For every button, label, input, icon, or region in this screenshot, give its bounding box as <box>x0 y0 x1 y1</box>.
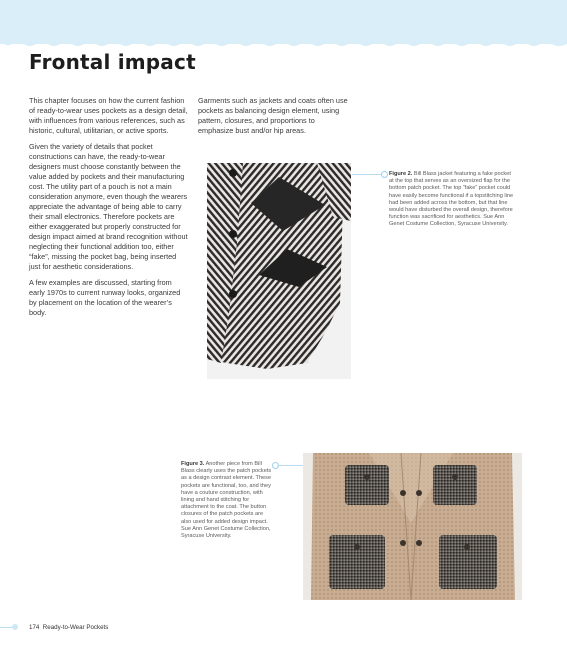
figure-3-text: Another piece from Bill Blass clearly uses the patch pockets as a design contrast element. These pockets are functional, too, and they have a couture construction, with lining and hand stitching for attachment to the coat. The button closures of the patch pockets are also used for added design impact. Sue Ann Genet Costume Collection, Syracuse University. <box>181 461 272 540</box>
page-number: 174 <box>29 624 40 631</box>
page-footer <box>29 624 108 631</box>
wavy-edge-decoration <box>0 40 567 48</box>
caption-leader-line <box>352 174 384 175</box>
body-paragraph: Garments such as jackets and coats often use pockets as balancing design element, using pattern, closures, and proportions to emphasize bust and/or hip areas. <box>198 96 348 135</box>
body-column-right <box>198 96 350 142</box>
caption-leader-line <box>277 465 303 466</box>
caption-leader-dot <box>381 171 388 178</box>
figure-2-text: Bill Blass jacket featuring a fake pocket at the top that serves as an oversized flap for the bottom patch pocket. The top “fake” pocket could have easily become functional if a topstitching line had been added across the bottom, but that line would have disturbed the overall design, therefore function was sacrificed for aesthetics. Sue Ann Genet Costume Collection, Syracuse University. <box>389 171 514 228</box>
running-section-title: Ready-to-Wear Pockets <box>42 624 109 631</box>
page-title: Frontal impact <box>29 50 196 74</box>
figure-2-label: Figure 2. <box>389 171 413 177</box>
figure-2-jacket-photo <box>207 163 351 379</box>
top-decorative-band <box>0 0 567 44</box>
body-column-left <box>29 96 189 324</box>
figure-2-caption <box>389 171 517 229</box>
body-paragraph: A few examples are discussed, starting from early 1970s to current runway looks, organized by placement on the location of the wearer’s body. <box>29 278 181 317</box>
figure-3-caption <box>181 461 273 540</box>
body-paragraph: Given the variety of details that pocket constructions can have, the ready-to-wear designers must choose constantly between the value added by pockets and their manufacturing cost. The utility part of a pouch is not a main consideration anymore, even though the wearers appreciate the advantage of being able to carry their small electronics. Therefore pockets are either exaggerated but properly constructed for design impact aimed at brand recognition without neglecting their functional addition too, either “fake”, missing the pocket bag, being inserted just for aesthetic considerations. <box>29 142 188 271</box>
footer-accent-dot <box>12 624 18 630</box>
figure-3-label: Figure 3. <box>181 461 205 467</box>
figure-3-coat-photo <box>303 453 522 600</box>
body-paragraph: This chapter focuses on how the current fashion of ready-to-wear uses pockets as a design detail, with influences from various references, such as historic, cultural, utilitarian, or active sports. <box>29 96 188 135</box>
